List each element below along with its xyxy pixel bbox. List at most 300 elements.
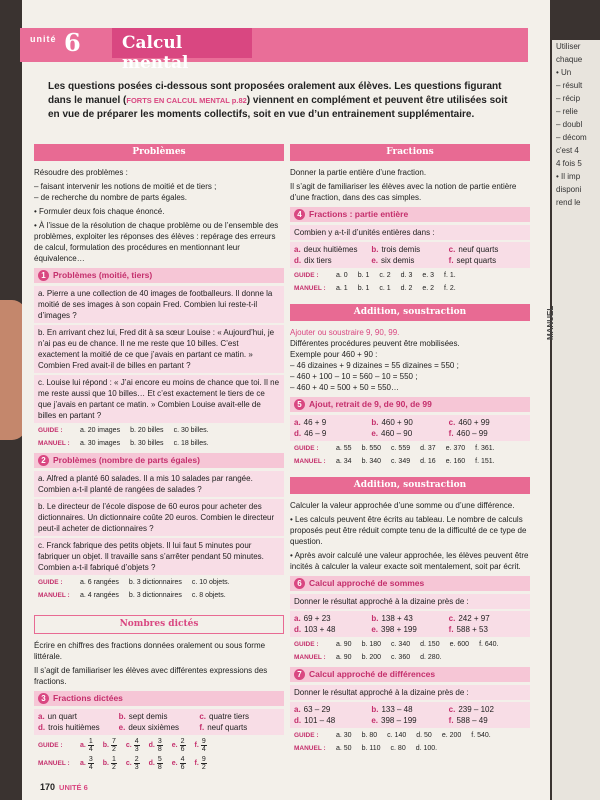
exercise-3-items [34,709,284,735]
numerator: 4 [180,756,185,763]
item-letter: f. [448,625,454,634]
answer: e. 200 [441,732,462,739]
item-text: 460 + 99 [458,418,490,427]
fraction [134,738,140,753]
guide-label: GUIDE : [294,641,319,648]
guide-label: GUIDE : [294,732,319,739]
right-page-line: disponi [556,185,582,194]
guide-label: GUIDE : [38,579,63,586]
exercise-item [371,624,448,635]
answer: a. 34 [336,458,352,465]
denominator: 6 [180,746,185,753]
unit-number: 6 [64,28,81,57]
right-page-line: chaque [556,55,583,64]
exercise-7-items [290,702,530,728]
exercise-item [294,715,371,726]
answer: e. 2 [422,285,435,292]
manuel-answers [38,756,284,771]
item-letter: d. [38,723,46,732]
item-letter: e. [371,256,378,265]
item-text: neuf quarts [458,245,499,254]
answer: a. 4 rangées [80,592,119,599]
item-letter: d. [148,760,155,767]
item-text: 460 – 99 [456,429,488,438]
fraction-answer [103,756,117,771]
text: – faisant intervenir les notions de moitié et de tiers ; [34,182,217,191]
text: Calculer la valeur approchée d’une somme ou d’une différence. [290,501,515,510]
exercise-item [199,722,280,733]
right-column [290,144,530,754]
section-head-fractions: Fractions [290,144,530,161]
intro-text-2: ) viennent en complément et peuvent être utilisées soit en vue de préparer les moments collectifs, soit en vue d’un entrainement supplémentaire. [48,95,508,120]
text: • Après avoir calculé une valeur approchée, les élèves peuvent être incités à calculer la valeur exacte soit mentalement, soit par écrit. [290,551,529,571]
item-letter: a. [38,712,45,721]
exercise-6-title [290,576,530,591]
problem-text: c. Franck fabrique des petits objets. Il lui faut 5 minutes pour fabriquer un objet. Il travaille sans s’arrêter pendant 50 minutes. Combien a-t-il fabriqué d’objets ? [34,538,284,575]
exercise-5-items [290,415,530,441]
exercise-title: Fractions : partie entière [309,209,409,219]
guide-answers [38,577,284,588]
item-letter: f. [194,760,199,767]
right-page [552,40,600,800]
answer: d. 150 [420,641,440,648]
item-letter: a. [80,760,86,767]
question-text: Donner le résultat approché à la dizaine près de : [290,685,530,700]
item-letter: e. [371,625,378,634]
exercise-item [371,428,448,439]
manuel-answers [294,652,530,663]
exercise-item [449,624,526,635]
exercise-number: 2 [38,455,49,466]
fraction-answer [172,756,186,771]
numerator: 3 [88,756,93,763]
answer: b. 3 dictionnaires [128,579,182,586]
denominator: 2 [111,764,116,771]
answer: a. 6 rangées [80,579,119,586]
item-letter: b. [102,742,109,749]
answer: c. 349 [391,458,411,465]
answer: a. 30 [336,732,352,739]
fraction [111,738,117,753]
exercise-item [294,613,371,624]
manuel-label: MANUEL : [294,654,326,661]
intro-text-1: Les questions posées ci-dessous sont proposées oralement aux élèves. Les questions figurant dans le manuel ( [48,81,502,106]
manuel-answers [294,456,530,467]
fraction [180,756,186,771]
section-head-addition-1: Addition, soustraction [290,304,530,321]
numerator: 7 [111,738,116,745]
right-page-line: rend le [556,198,581,207]
text: – 460 + 100 – 10 = 560 – 10 = 550 ; [290,372,418,381]
item-text: 398 + 199 [381,625,417,634]
item-text: 460 – 90 [381,429,413,438]
right-page-line: – relie [556,107,578,116]
answer: c. 360 [391,654,411,661]
fraction-answer [80,756,94,771]
manuel-answers [38,438,284,449]
right-page-line: – doubl [556,120,583,129]
text: Il s’agit de familiariser les élèves avec la notion de partie entière d’une fraction, dans des cas simples. [290,182,517,202]
fraction-answer [149,756,163,771]
answer: d. 16 [420,458,436,465]
item-letter: c. [448,614,456,623]
answer: c. 80 [390,745,406,752]
numerator: 2 [180,738,185,745]
manuel-side-label: MANUEL [546,305,555,340]
numerator: 1 [111,756,116,763]
manuel-label: MANUEL : [38,592,70,599]
answer: a. 0 [336,272,348,279]
item-letter: d. [148,742,155,749]
text: Écrire en chiffres des fractions données oralement ou sous forme littérale. [34,641,266,661]
item-letter: b. [371,614,379,623]
answer: a. 50 [336,745,352,752]
text: – 460 + 40 = 500 + 50 = 550… [290,383,399,392]
answer: b. 340 [361,458,382,465]
item-text: quatre tiers [209,712,250,721]
item-letter: a. [294,614,301,623]
item-letter: a. [294,418,301,427]
denominator: 4 [88,746,93,753]
manuel-label: MANUEL : [38,760,70,767]
item-text: 588 – 49 [456,716,488,725]
exercise-item [294,704,371,715]
exercise-title: Problèmes (moitié, tiers) [53,270,153,280]
section-head-problemes: Problèmes [34,144,284,161]
exercise-item [294,255,371,266]
item-letter: e. [171,760,178,767]
item-letter: e. [371,716,378,725]
exercise-item [294,624,371,635]
exercise-item [449,704,526,715]
answer: f. 151. [475,458,495,465]
exercise-item [38,711,119,722]
answer: c. 1 [379,285,391,292]
right-page-line: • Un [556,68,572,77]
question-text: Combien y a-t-il d’unités entières dans : [290,225,530,240]
item-letter: f. [194,742,199,749]
exercise-item [449,255,526,266]
exercise-title: Problèmes (nombre de parts égales) [53,455,200,465]
numerator: 9 [201,738,206,745]
guide-label: GUIDE : [294,272,319,279]
manuel-label: MANUEL : [294,458,326,465]
item-text: dix tiers [304,256,332,265]
answer: c. 30 billes. [173,427,209,434]
right-page-line: Utiliser [556,42,581,51]
item-letter: d. [294,716,302,725]
item-text: deux huitièmes [303,245,358,254]
exercise-item [371,244,448,255]
text: Résoudre des problèmes : [34,168,128,177]
answer: b. 180 [361,641,382,648]
answer: c. 140 [387,732,407,739]
text: • Formuler deux fois chaque énoncé. [34,207,165,216]
denominator: 3 [134,746,139,753]
answer: b. 1 [357,272,370,279]
exercise-item [449,417,526,428]
fraction-answer [80,738,94,753]
item-text: 138 + 43 [381,614,413,623]
item-letter: f. [199,723,205,732]
item-letter: a. [294,245,301,254]
answer: b. 30 billes [130,440,164,447]
guide-answers [294,639,530,650]
item-text: 46 + 9 [303,418,327,427]
item-text: neuf quarts [207,723,248,732]
item-letter: a. [294,705,301,714]
answer: b. 80 [361,732,378,739]
exercise-item [294,244,371,255]
item-text: trois huitièmes [48,723,100,732]
item-text: 101 – 48 [304,716,336,725]
item-text: sept demis [128,712,168,721]
numerator: 5 [157,756,162,763]
exercise-item [199,711,280,722]
fraction [180,738,186,753]
section-head-nombres-dictes: Nombres dictés [34,615,284,634]
answer: f. 540. [471,732,491,739]
answer: f. 640. [479,641,499,648]
item-letter: a. [80,742,86,749]
manuel-label: MANUEL : [294,285,326,292]
exercise-item [449,715,526,726]
intro-ref: FORTS EN CALCUL MENTAL p.82 [126,96,247,105]
exercise-2-title [34,453,284,468]
answer: b. 110 [361,745,381,752]
answer: d. 37 [420,445,436,452]
item-text: 103 + 48 [304,625,336,634]
item-letter: b. [371,245,379,254]
answer: a. 90 [336,641,352,648]
exercise-item [294,417,371,428]
answer: b. 1 [357,285,370,292]
answer: c. 340 [391,641,411,648]
text: – de recherche du nombre de parts égales. [34,193,187,202]
text: Donner la partie entière d’une fraction. [290,168,427,177]
problem-text: b. En arrivant chez lui, Fred dit à sa sœur Louise : « Aujourd’hui, je n’ai pas eu de chance. Il ne me reste que 10 billes. C’est exactement la moitié de ce que j’avais en partant ce matin. » Combien Fred avait-il de billes en partant ? [34,325,284,373]
manuel-answers [38,590,284,601]
text: • À l’issue de la résolution de chaque problème ou de l’ensemble des problèmes, exploiter les réponses des élèves : repérage des erreurs de calcul, formulation des procédures en mentionnant leur équivalence… [34,221,279,263]
answer: e. 160 [445,458,466,465]
item-text: 46 – 9 [304,429,327,438]
fraction [157,756,163,771]
right-page-line: – résult [556,81,583,90]
left-column [34,144,284,771]
page-footer [40,782,88,792]
fraction [88,756,94,771]
answer: c. 2 [379,272,391,279]
item-letter: b. [371,705,379,714]
exercise-number: 6 [294,578,305,589]
answer: e. 3 [422,272,435,279]
fraction-answer [172,738,186,753]
answer: a. 90 [336,654,352,661]
page-number: 170 [40,782,56,792]
item-letter: e. [171,742,178,749]
right-page-line: – décom [556,133,587,142]
footer-unit: UNITÉ 6 [59,783,88,792]
guide-label: GUIDE : [38,427,63,434]
item-text: 460 + 90 [381,418,413,427]
item-letter: c. [448,705,456,714]
denominator: 8 [157,746,162,753]
section-head-addition-2: Addition, soustraction [290,477,530,494]
item-letter: d. [294,429,302,438]
denominator: 8 [157,764,162,771]
exercise-item [38,722,119,733]
item-text: un quart [47,712,78,721]
manuel-label: MANUEL : [38,440,70,447]
problem-text: a. Alfred a planté 60 salades. Il a mis 10 salades par rangée. Combien a-t-il planté de rangées de salades ? [34,471,284,497]
right-page-line: – récip [556,94,581,103]
exercise-4-items [290,242,530,268]
denominator: 3 [134,764,139,771]
answer: f. 2. [444,285,456,292]
exercise-number: 3 [38,693,49,704]
answer: d. 50 [416,732,432,739]
exercise-title: Fractions dictées [53,693,123,703]
item-text: trois demis [381,245,421,254]
exercise-number: 5 [294,399,305,410]
guide-label: GUIDE : [38,742,63,749]
answer: c. 10 objets. [191,579,230,586]
unit-label: unité [30,34,57,44]
exercise-number: 7 [294,669,305,680]
guide-answers [294,443,530,454]
exercise-4-title [290,207,530,222]
item-letter: f. [448,429,454,438]
answer: e. 370 [445,445,466,452]
fraction-answer [195,756,207,771]
item-letter: f. [448,716,454,725]
answer: b. 550 [361,445,382,452]
item-text: deux sixièmes [128,723,180,732]
item-letter: b. [118,712,126,721]
header-band [20,28,528,62]
exercise-item [294,428,371,439]
answer: a. 55 [336,445,352,452]
intro-paragraph [48,80,518,122]
item-text: 133 – 48 [381,705,413,714]
fraction-answer [149,738,163,753]
fraction [201,756,207,771]
item-text: 69 + 23 [303,614,331,623]
fraction-answer [126,738,140,753]
item-letter: e. [118,723,126,732]
item-letter: c. [125,760,132,767]
text: Il s’agit de familiariser les élèves avec différentes expressions des fractions. [34,666,268,686]
answer: b. 3 dictionnaires [128,592,182,599]
answer: c. 8 objets. [191,592,226,599]
answer: d. 2 [400,285,413,292]
item-letter: f. [448,256,454,265]
question-text: Donner le résultat approché à la dizaine près de : [290,594,530,609]
answer: b. 200 [361,654,382,661]
text: – 46 dizaines + 9 dizaines = 55 dizaines = 550 ; [290,361,459,370]
answer: b. 20 billes [130,427,164,434]
fraction [157,738,163,753]
item-letter: b. [102,760,109,767]
fraction-answer [103,738,117,753]
answer: d. 280. [420,654,442,661]
right-page-line: • Il imp [556,172,581,181]
problem-text: a. Pierre a une collection de 40 images de footballeurs. Il donne la moitié de ses images à son copain Fred. Combien lui reste-t-il d’images ? [34,286,284,323]
manuel-answers [294,283,530,294]
exercise-item [449,613,526,624]
item-text: 398 – 199 [381,716,417,725]
text: Exemple pour 460 + 90 : [290,350,378,359]
fraction [111,756,117,771]
item-letter: b. [371,418,379,427]
item-letter: d. [294,625,302,634]
fraction-answer [126,756,140,771]
item-letter: c. [199,712,206,721]
exercise-number: 1 [38,270,49,281]
item-text: 63 – 29 [303,705,331,714]
guide-answers [294,270,530,281]
denominator: 2 [201,764,206,771]
item-text: 239 – 102 [458,705,494,714]
exercise-item [449,428,526,439]
fraction [201,738,207,753]
item-letter: c. [448,245,456,254]
answer: a. 30 images [80,440,121,447]
item-text: sept quarts [456,256,497,265]
exercise-item [119,722,200,733]
guide-answers [38,425,284,436]
numerator: 9 [201,756,206,763]
numerator: 4 [134,738,139,745]
guide-answers [38,738,284,753]
exercise-item [119,711,200,722]
exercise-5-title [290,397,530,412]
item-letter: e. [371,429,378,438]
numerator: 2 [134,756,139,763]
exercise-item [449,244,526,255]
numerator: 3 [157,738,162,745]
manuel-answers [294,743,530,754]
exercise-item [371,715,448,726]
answer: e. 600 [449,641,470,648]
text: Ajouter ou soustraire 9, 90, 99. [290,328,400,337]
problem-text: c. Louise lui répond : « J’ai encore eu moins de chance que toi. Il ne me reste aussi que 10 billes… Et c’est exactement le tiers de ce que j’avais en partant ce matin. » Combien Louise avait-elle de billes en partant ? [34,375,284,423]
exercise-title: Ajout, retrait de 9, de 90, de 99 [309,399,432,409]
denominator: 4 [201,746,206,753]
page-title: Calcul mental [112,28,252,58]
item-letter: d. [294,256,302,265]
fraction [88,738,94,753]
answer: f. 1. [444,272,456,279]
item-letter: c. [125,742,132,749]
text: Différentes procédures peuvent être mobilisées. [290,339,460,348]
exercise-number: 4 [294,209,305,220]
exercise-item [371,417,448,428]
answer: f. 361. [475,445,495,452]
manuel-label: MANUEL : [294,745,326,752]
answer: c. 18 billes. [173,440,209,447]
exercise-7-title [290,667,530,682]
problem-text: b. Le directeur de l’école dispose de 60 euros pour acheter des dictionnaires. Un dictionnaire coûte 20 euros. Combien le directeur peut-il acheter de dictionnaires ? [34,499,284,536]
guide-label: GUIDE : [294,445,319,452]
exercise-1-title [34,268,284,283]
denominator: 4 [88,764,93,771]
exercise-item [371,613,448,624]
text: • Les calculs peuvent être écrits au tableau. Le nombre de calculs proposés peut être réduit compte tenu de la difficulté de ce type de question. [290,515,527,546]
item-letter: c. [448,418,456,427]
item-text: 242 + 97 [458,614,490,623]
right-page-lines [552,40,600,209]
